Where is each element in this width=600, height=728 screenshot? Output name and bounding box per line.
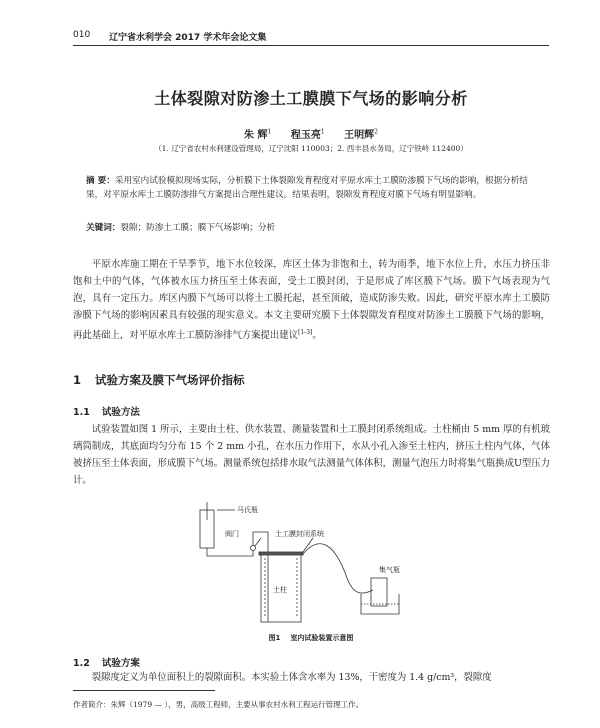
gas-tube	[303, 544, 373, 593]
section-1-1-heading: 1.1 试验方法	[73, 407, 140, 418]
author-2: 程玉亮$^1$	[290, 128, 325, 141]
affiliation: （1. 辽宁省农村水利建设管理局，辽宁沈阳 110003；2. 西丰县水务局，辽宁铁岭 112400）	[154, 144, 468, 153]
label-valve: 阀门	[225, 530, 239, 538]
keywords-text: 裂隙；防渗土工膜；膜下气场影响；分析	[120, 223, 276, 233]
gas-bottle	[371, 578, 387, 606]
section-1-1-paragraph: 试验装置如图 1 所示，主要由土柱、供水装置、测量装置和土工膜封闭系统组成。土柱桶由 5 mm 厚的有机玻璃筒制成，其底面均匀分布 15 个 2 mm 小孔，在水压力作用下，水从小孔入渗至土柱内，挤压土柱内气体，气体被挤压至土体表面，形成膜下气场。测量系统包括排水取气法测量气体体积，测量气泡压力时将集气瓶换成U型压力计。	[73, 424, 550, 486]
label-soil-column: 土柱	[273, 586, 287, 594]
section-1-2-paragraph: 裂隙度定义为单位面积上的裂隙面积。本实验土体含水率为 13%，干密度为 1.4 g/cm³，裂隙度	[91, 672, 492, 683]
supply-pipe	[207, 548, 253, 556]
keywords-label: 关键词：	[86, 223, 121, 233]
intro-paragraph: 平原水库施工期在干旱季节，地下水位较深，库区土体为非饱和土，转为雨季，地下水位上升，水压力挤压非饱和土中的气体，气体被水压力挤压至土体表面，受土工膜封闭，于是形成了库区膜下气场。膜下气场表现为气泡，具有一定压力。库区内膜下气场可以将土工膜托起，甚至顶破，造成防渗失败。因此，研究平原水库土工膜防渗膜下气场的影响因素具有较强的现实意义。本文主要研究膜下土体裂隙发育程度对防渗土工膜膜下气场的影响，再此基础上，对平原水库土工膜防渗排气方案提出建议[1-3]。	[73, 259, 550, 342]
author-footnote: 作者简介：朱辉（1979 — ），男，高级工程师，主要从事农村水利工程运行管理工作。	[73, 700, 364, 709]
paper-title: 土体裂隙对防渗土工膜膜下气场的影响分析	[154, 89, 468, 108]
author-list	[73, 126, 549, 141]
valve-icon	[251, 546, 256, 551]
label-mariotte: 马氏瓶	[237, 506, 258, 514]
figure-caption: 图1 室内试验装置示意图	[268, 634, 354, 642]
keywords	[86, 221, 528, 233]
apparatus-figure	[195, 500, 425, 628]
label-gas-bottle: 集气瓶	[379, 566, 400, 574]
section-1-2-heading: 1.2 试验方案	[73, 658, 140, 669]
citation: [1-3]	[298, 329, 313, 336]
label-membrane: 土工膜封闭系统	[275, 530, 324, 538]
author-1: 朱 辉$^1$	[244, 128, 272, 141]
abstract-label: 摘 要：	[86, 176, 115, 186]
section-1-heading: 1 试验方案及膜下气场评价指标	[73, 373, 245, 387]
header-divider	[73, 45, 549, 46]
abstract-text: 采用室内试验模拟现场实际，分析膜下土体裂隙发育程度对平原水库土工膜防渗膜下气场的影响，根据分析结果，对平原水库土工膜防渗排气方案提出合理性建议。结果表明，裂隙发育程度对膜下气场有明显影响。	[86, 176, 528, 200]
author-3: 王明辉$^2$	[344, 128, 378, 141]
footnote-divider	[73, 690, 215, 691]
abstract	[86, 174, 528, 202]
page-header	[73, 30, 549, 46]
journal-title: 辽宁省水利学会 2017 学术年会论文集	[109, 33, 267, 43]
page-number: 010	[73, 30, 91, 40]
